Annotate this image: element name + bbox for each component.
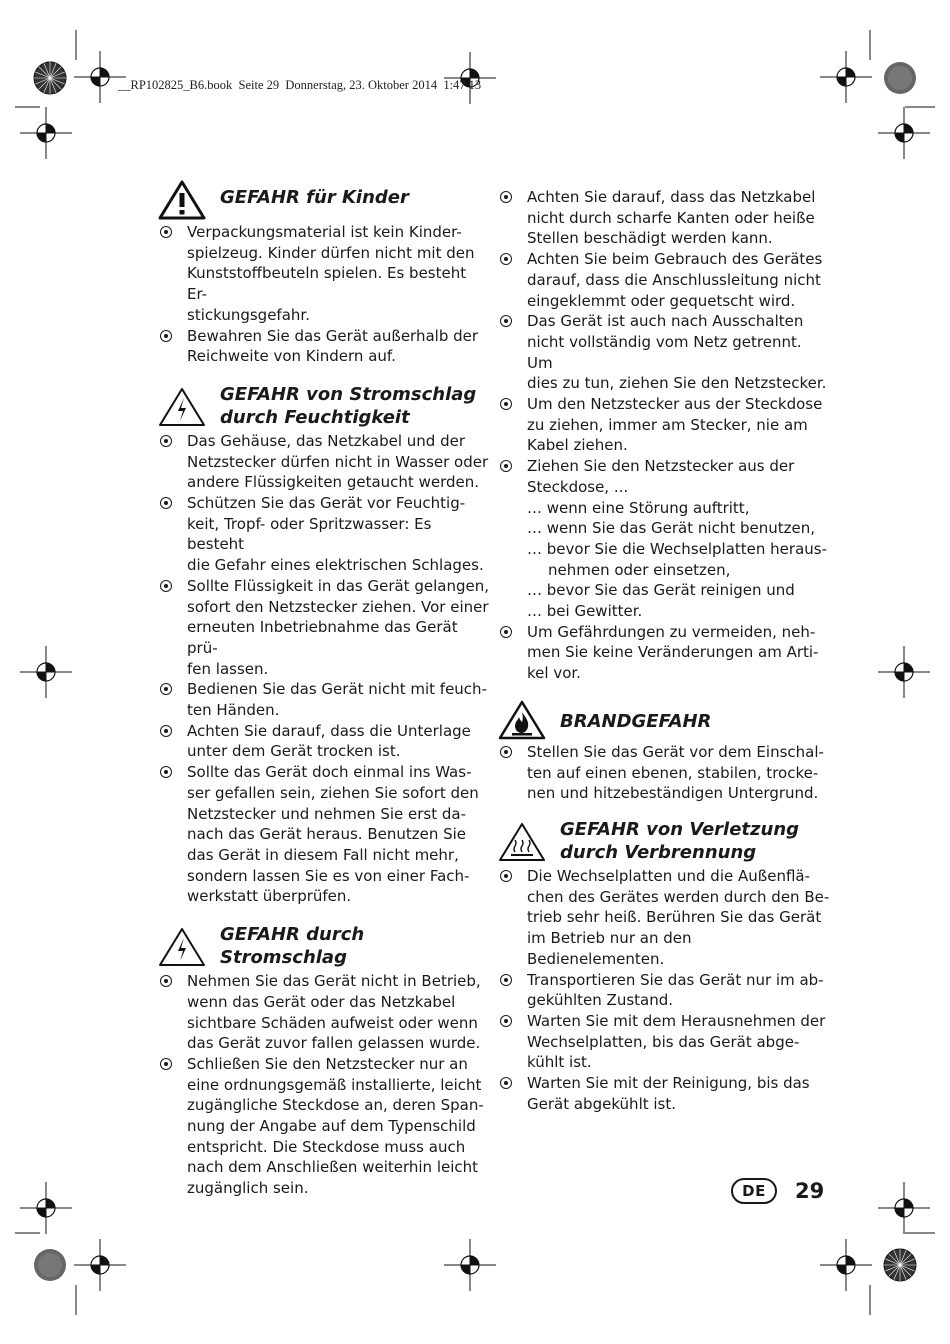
bullet-icon: [500, 1015, 512, 1027]
bullet-icon: [160, 330, 172, 342]
item-text: Achten Sie darauf, dass das Netzkabel nicht durch scharfe Kanten oder heiße Stellen beschädigt werden kann.: [527, 188, 816, 248]
sub-item-list: [498, 498, 830, 622]
item-text: Warten Sie mit dem Herausnehmen der Wechselplatten, bis das Gerät abge- kühlt ist.: [527, 1011, 826, 1072]
list-item: [158, 971, 490, 1054]
left-column: [158, 180, 490, 1199]
list-item: [158, 431, 490, 493]
list-item: [498, 187, 830, 249]
section-title: GEFAHR durch Stromschlag: [220, 924, 365, 969]
item-text: Bedienen Sie das Gerät nicht mit feuch- ten Händen.: [187, 680, 487, 720]
bullet-icon: [500, 398, 512, 410]
bullet-icon: [160, 975, 172, 987]
item-text: Um Gefährdungen zu vermeiden, neh- men Sie keine Veränderungen am Arti- kel vor.: [527, 622, 819, 683]
warning-hot-surface-icon: [498, 822, 546, 862]
section-danger-children: [158, 180, 490, 367]
bullet-icon: [500, 1077, 512, 1089]
list-item: [498, 866, 830, 970]
warning-fire-icon: [498, 700, 546, 740]
list-item: [498, 311, 830, 394]
item-list: [158, 971, 490, 1199]
bullet-icon: [500, 315, 512, 327]
item-list: [158, 431, 490, 907]
sub-list-item: … wenn eine Störung auftritt,: [527, 498, 750, 517]
item-text: Um den Netzstecker aus der Steckdose zu ziehen, immer am Stecker, nie am Kabel ziehen.: [527, 395, 823, 455]
language-badge: DE: [731, 1178, 777, 1204]
item-text: Sollte das Gerät doch einmal ins Was- ser gefallen sein, ziehen Sie sofort den Netzstecker und nehmen Sie erst da- nach das Gerät heraus. Benutzen Sie das Gerät in diesem Fall nicht mehr, sondern lassen Sie es von einer Fach- werkstatt überprüfen.: [187, 763, 479, 906]
section-heading: [498, 700, 830, 740]
item-text: Achten Sie darauf, dass die Unterlage unter dem Gerät trocken ist.: [187, 721, 471, 761]
item-list: [498, 622, 830, 684]
item-list: [498, 866, 830, 1114]
bullet-icon: [160, 683, 172, 695]
list-item: [158, 493, 490, 576]
warning-exclamation-icon: [158, 180, 206, 220]
section-heading: [498, 818, 830, 864]
bullet-icon: [160, 226, 172, 238]
section-title: GEFAHR von Verletzung durch Verbrennung: [560, 818, 800, 863]
item-text: Sollte Flüssigkeit in das Gerät gelangen, sofort den Netzstecker ziehen. Vor einer erneuten Inbetriebnahme das Gerät prü- fen lassen.: [187, 576, 489, 678]
section-title: GEFAHR von Stromschlag durch Feuchtigkeit: [220, 383, 477, 428]
bullet-icon: [160, 725, 172, 737]
bullet-icon: [160, 580, 172, 592]
page-number: 29: [795, 1179, 825, 1203]
bullet-icon: [160, 766, 172, 778]
item-text: Achten Sie beim Gebrauch des Gerätes darauf, dass die Anschlussleitung nicht eingeklemmt oder gequetscht wird.: [527, 250, 823, 310]
bullet-icon: [160, 435, 172, 447]
item-text: Verpackungsmaterial ist kein Kinder- spielzeug. Kinder dürfen nicht mit den Kunststoffbeuteln spielen. Es besteht Er- stickungsgefahr.: [187, 223, 475, 324]
list-item: [158, 679, 490, 720]
bullet-icon: [500, 870, 512, 882]
list-item: [498, 456, 830, 497]
section-danger-electric-shock: [158, 923, 490, 1199]
item-text: Transportieren Sie das Gerät nur im ab- gekühlten Zustand.: [527, 970, 824, 1010]
bullet-icon: [500, 626, 512, 638]
list-item: [158, 576, 490, 680]
list-item: [158, 762, 490, 907]
section-title: BRANDGEFAHR: [560, 710, 712, 732]
item-text: Bewahren Sie das Gerät außerhalb der Reichweite von Kindern auf.: [187, 326, 479, 366]
section-fire-danger: [498, 700, 830, 804]
bullet-icon: [500, 974, 512, 986]
list-item: [498, 249, 830, 311]
item-text: Das Gehäuse, das Netzkabel und der Netzstecker dürfen nicht in Wasser oder andere Flüssigkeiten getaucht werden.: [187, 431, 489, 492]
list-item: [498, 970, 830, 1011]
bullet-icon: [500, 746, 512, 758]
item-text: Ziehen Sie den Netzstecker aus der Steckdose, ...: [527, 457, 795, 496]
warning-electric-icon: [158, 927, 206, 967]
list-item: [498, 622, 830, 684]
item-list: [158, 222, 490, 367]
item-list: [498, 187, 830, 498]
item-text: Nehmen Sie das Gerät nicht in Betrieb, wenn das Gerät oder das Netzkabel sichtbare Schäden aufweist oder wenn das Gerät zuvor fallen gelassen wurde.: [187, 972, 481, 1053]
section-heading: [158, 180, 490, 220]
bullet-icon: [160, 1058, 172, 1070]
list-item: [158, 721, 490, 762]
list-item: [158, 326, 490, 367]
section-danger-electric-moisture: [158, 383, 490, 907]
item-text: Warten Sie mit der Reinigung, bis das Gerät abgekühlt ist.: [527, 1074, 810, 1113]
sub-list-item: … bevor Sie die Wechselplatten heraus- nehmen oder einsetzen,: [527, 539, 827, 579]
item-text: Schließen Sie den Netzstecker nur an eine ordnungsgemäß installierte, leicht zugängliche Steckdose an, deren Span- nung der Angabe auf dem Typenschild entspricht. Die Steckdose muss auch nach dem Anschließen weiterhin leicht zugänglich sein.: [187, 1054, 484, 1198]
warning-electric-icon: [158, 387, 206, 427]
page-footer: [731, 1178, 824, 1204]
section-burn-danger: [498, 818, 830, 1114]
bullet-icon: [500, 191, 512, 203]
list-item: [498, 1073, 830, 1114]
sub-list-item: … bevor Sie das Gerät reinigen und: [527, 581, 795, 600]
sub-list-item: … bei Gewitter.: [527, 602, 643, 621]
list-item: [498, 1011, 830, 1073]
item-text: Die Wechselplatten und die Außenflä- chen des Gerätes werden durch den Be- trieb sehr heiß. Berühren Sie das Gerät im Betrieb nur an den Bedienelementen.: [527, 866, 830, 968]
section-title: GEFAHR für Kinder: [220, 187, 409, 208]
bullet-icon: [500, 253, 512, 265]
item-text: Das Gerät ist auch nach Ausschalten nicht vollständig vom Netz getrennt. Um dies zu tun, ziehen Sie den Netzstecker.: [527, 312, 827, 393]
bullet-icon: [500, 460, 512, 472]
list-item: [158, 222, 490, 326]
section-heading: [158, 923, 490, 969]
item-text: Stellen Sie das Gerät vor dem Einschal- ten auf einen ebenen, stabilen, trocke- nen und hitzebeständigen Untergrund.: [527, 742, 824, 803]
item-text: Schützen Sie das Gerät vor Feuchtig- keit, Tropf- oder Spritzwasser: Es besteht die Gefahr eines elektrischen Schlages.: [187, 494, 484, 575]
item-list: [498, 742, 830, 804]
sub-list-item: … wenn Sie das Gerät nicht benutzen,: [527, 519, 815, 538]
list-item: [158, 1054, 490, 1199]
print-header: __RP102825_B6.book Seite 29 Donnerstag, 23. Oktober 2014 1:47 13: [118, 78, 482, 92]
section-heading: [158, 383, 490, 429]
bullet-icon: [160, 497, 172, 509]
right-column: [498, 187, 830, 1114]
list-item: [498, 742, 830, 804]
list-item: [498, 394, 830, 456]
